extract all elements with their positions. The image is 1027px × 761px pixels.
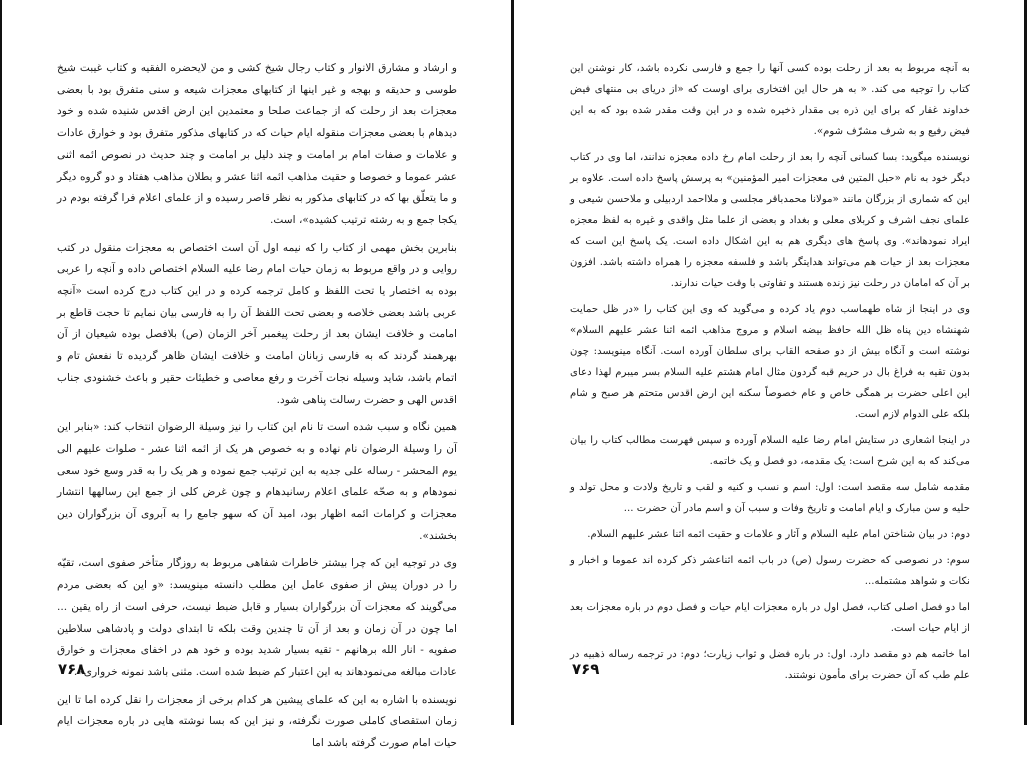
- left-paragraph-2: بنابرین بخش مهمی از کتاب را که نیمه اول آن است اختصاص به معجزات منقول در کتب روایی و در واقع مربوط به زمان حیات امام رضا علیه السلام اختصاص داده و آنچه را عربی بوده به اختصار یا تحت اللفظ و کامل ترجمه کرده و در این کتاب درج کرده است «آنچه عربی باشد بعضی خلاصه و بعضی تحت اللفظ آن را به فارسی بیان نمایم تا حجت قاطع بر امامت و خلافت ایشان بعد از رحلت پیغمبر آخر الزمان (ص) بلافصل بوده شیعیان از آن بهرهمند گردند که به فارسی زبانان امامت و خلافت ایشان ظاهر گردیده تا نفعش تام و اتمام باشد، شاید وسیله نجات آخرت و رفع معاصی و خطیئات حقیر و باعث خشنودی جناب اقدس الهی و حضرت رسالت پناهی شود.: [57, 241, 457, 406]
- right-paragraph-8: اما دو فصل اصلی کتاب، فصل اول در باره معجزات ایام حیات و فصل دوم در باره معجزات بعد از ایام حیات است.: [570, 602, 970, 634]
- right-paragraph-4: در اینجا اشعاری در ستایش امام رضا علیه السلام آورده و سپس فهرست مطالب کتاب را بیان می‌کند که به این شرح است: یک مقدمه، دو فصل و یک خاتمه.: [570, 435, 970, 467]
- right-paragraph-1: به آنچه مربوط به بعد از رحلت بوده کسی آنها را جمع و فارسی نکرده باشد، کار نوشتن این کتاب را توجیه می کند. « به هر حال این افتخاری برای اوست که «از دریای بی منتهای فیض خداوند غفار که برای این ذره بی مقدار ذخیره شده و در این وقت مقدر شده بود که به این فیض رفیع و به شرف مشرّف شوم».: [570, 63, 970, 137]
- left-page-number: ۷۶۸: [58, 660, 86, 678]
- left-edge-border: [0, 0, 2, 725]
- left-paragraph-4: وی در توجیه این که چرا بیشتر خاطرات شفاهی مربوط به روزگار متأخر صفوی است، تقیّه را در دوران پیش از صفوی عامل این مطلب دانسته مینویسد: «و این که بعضی مردم می‌گویند که معجزات آن بزرگواران بسیار و قابل ضبط نیست، حرفی است از راه یقین ... اما چون در آن زمان و بعد از آن تا چندین وقت بلکه تا ابتدای دولت و پادشاهی سلاطین صفویه - انار الله برهانهم - تقیه بسیار شدید بوده و خود هم در اخفای معجزات و خوارق عادات مبالغه می‌نمودهاند به این اعتبار کم ضبط شده است. مثنی باشد نمونه خرواری».: [57, 557, 457, 678]
- right-paragraph-2: نویسنده میگوید: بسا کسانی آنچه را بعد از رحلت امام رخ داده معجزه ندانند، اما وی در کتاب دیگر خود به نام «حبل المتین فی معجزات امیر المؤمنین» به پرسش پاسخ داده است. علاوه بر این که شماری از بزرگان مانند «مولانا محمدباقر مجلسی و ملااحمد اردبیلی و ملاحسن شیعی و علمای نجف اشرف و کربلای معلی و بغداد و بعضی از علما مثل واقدی و غیره به لفظ معجزه ایراد نمودهاند». وی پاسخ های دیگری هم به این اشکال داده است. یک پاسخ این است که معجزات بعد از حیات هم می‌تواند هدایتگر باشد و فلسفه معجزه را همراه داشته باشد. افزون بر آن که امامان در رحلت نیز زنده هستند و تفاوتی با وقت حیات ندارند.: [570, 152, 970, 289]
- right-page-number: ۷۶۹: [572, 660, 600, 678]
- right-paragraph-5: مقدمه شامل سه مقصد است: اول: اسم و نسب و کنیه و لقب و تاریخ ولادت و محل تولد و حلیه و سن مبارک و ایام امامت و تاریخ وفات و سبب آن و اسم مادر آن حضرت ...: [570, 482, 970, 514]
- right-paragraph-3: وی در اینجا از شاه طهماسب دوم یاد کرده و می‌گوید که وی این کتاب را «در ظل حمایت شهنشاه دین پناه ظل الله حافظ بیضه اسلام و مروج مذاهب ائمه اثنا عشر علیهم السلام» نوشته است و آنگاه بیش از دو صفحه القاب برای سلطان آورده است. آنگاه مینویسد: چون بدون تقیه به فراغ بال در حریم قبه گردون مثال امام هشتم علیه السلام بسر میبرم لهذا دعای این اعلی حضرت بر همگی خاص و عام خصوصاً سکنه این ارض اقدس متحتم هر صبح و شام بلکه علی الدوام لازم است.: [570, 304, 970, 420]
- right-paragraph-6: دوم: در بیان شناختن امام علیه السلام و آثار و علامات و حقیت ائمه اثنا عشر علیهم السلام.: [587, 529, 970, 540]
- left-paragraph-5: نویسنده با اشاره به این که علمای پیشین هر کدام برخی از معجزات را نقل کرده اما تا این زمان استقصای کاملی صورت نگرفته، و نیز این که بسا نوشته هایی در باره معجزات ایام حیات امام صورت گرفته باشد اما: [57, 693, 457, 750]
- left-paragraph-1: و ارشاد و مشارق الانوار و کتاب رجال شیخ کشی و من لایحضره الفقیه و کتاب غیبت شیخ طوسی و حدیقه و بهجه و غیر اینها از کتابهای معجزات شیعه و سنی متفرق بود با بعضی معجزات بعد از رحلت که از جماعت صلحا و معتمدین این ارض اقدس شنیده شده و خود دیدهام با بعضی معجزات منقوله ایام حیات که در کتابهای مذکور متفرق بود و خوارق عادات و علامات و صفات امام بر امامت و چند دلیل بر امامت و چند حدیث در نصوص ائمه اثنی عشر عموما و خصوصا و حقیت مذاهب ائمه اثنا عشر و بطلان مذاهب هفتاد و دو گروه دیگر و ما یتعلّق بها که در کتابهای مذکور به نظر قاصر رسیده و از علمای اعلام فرا گرفته بودم در یکجا جمع و به رشته ترتیب کشیده»، است.: [57, 62, 457, 226]
- right-page: [570, 58, 970, 691]
- right-paragraph-7: سوم: در نصوصی که حضرت رسول (ص) در باب ائمه اثناعشر ذکر کرده اند عموما و اخبار و نکات و شواهد مشتمله...: [570, 555, 970, 587]
- left-page: [57, 58, 457, 761]
- left-paragraph-3: همین نگاه و سبب شده است تا نام این کتاب را نیز وسیلة الرضوان انتخاب کند: «بنابر این آن را وسیلة الرضوان نام نهاده و به خصوص هر یک از ائمه اثنا عشر - صلوات علیهم الی یوم المحشر - رساله علی جدیه به این ترتیب جمع نموده و هر یک را به قدر وسع خود سعی نمودهام و به صحّه علمای اعلام رسانیدهام و چون غرض کلی از جمع این رسالهها انتشار معجزات و کرامات ائمه اظهار بود، امید آن که سهو جامع را به آبروی آن بزرگواران دین بخشند».: [57, 421, 457, 542]
- right-paragraph-9: اما خاتمه هم دو مقصد دارد. اول: در باره فضل و ثواب زیارت؛ دوم: در ترجمه رساله ذهبیه در علم طب که آن حضرت برای مأمون نوشتند.: [570, 649, 970, 681]
- page-spine-divider: [511, 0, 514, 725]
